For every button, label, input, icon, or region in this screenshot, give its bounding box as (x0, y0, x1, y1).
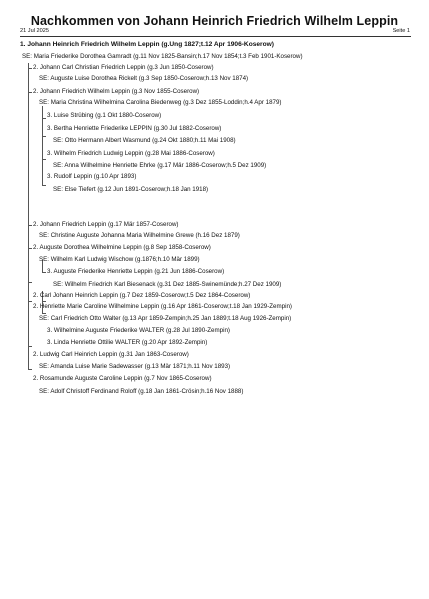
spouse-gen3: SE: Otto Hermann Albert Wasmund (g.24 Okt 1880;h.11 Mai 1908) (53, 137, 236, 144)
spouse-gen2: SE: Christine Auguste Johanna Maria Wilhelmine Grewe (h.16 Dez 1879) (39, 232, 240, 239)
tree-stub (28, 369, 32, 370)
header-divider (20, 36, 411, 37)
spouse-gen2: SE: Amanda Luise Marie Sadewasser (g.13 Mär 1871;h.11 Nov 1893) (39, 363, 231, 370)
spouse-gen3: SE: Else Tiefert (g.12 Jun 1891-Coserow;h.18 Jan 1918) (53, 186, 209, 193)
tree-stub (42, 313, 46, 314)
spouse-gen2: SE: Adolf Christoff Ferdinand Roloff (g.18 Jan 1861-Crösin;h.16 Nov 1888) (39, 388, 244, 395)
child-gen2: 2. Johann Carl Christian Friedrich Leppin (g.3 Jun 1850-Coserow) (33, 64, 214, 71)
spouse-gen3: SE: Anna Wilhelmine Henriette Ehrke (g.17 Mär 1886-Coserow;h.5 Dez 1909) (53, 162, 267, 169)
tree-stub (28, 282, 32, 283)
tree-stub (28, 92, 32, 93)
child-gen2: 2. Carl Johann Heinrich Leppin (g.7 Dez 1859-Coserow;t.5 Dez 1864-Coserow) (33, 292, 251, 299)
tree-stub (42, 159, 46, 160)
spouse-gen2: SE: Maria Christina Wilhelmina Carolina Biedenweg (g.3 Dez 1855-Loddin;h.4 Apr 1879) (39, 99, 282, 106)
spouse-gen2: SE: Auguste Luise Dorothea Rickelt (g.3 Sep 1850-Coserow;h.13 Nov 1874) (39, 75, 249, 82)
child-gen2: 2. Rosamunde Auguste Caroline Leppin (g.7 Nov 1865-Coserow) (33, 375, 212, 382)
tree-stub (42, 272, 46, 273)
child-gen3: 3. Bertha Henriette Friederike LEPPIN (g.30 Jul 1882-Coserow) (47, 125, 222, 132)
tree-stub (28, 225, 32, 226)
person-root: 1. Johann Heinrich Friedrich Wilhelm Leppin (g.Ung 1827;t.12 Apr 1906-Koserow) (20, 41, 274, 48)
tree-connector-level2 (28, 63, 29, 346)
child-gen2: 2. Johann Friedrich Leppin (g.17 Mär 1857-Coserow) (33, 221, 179, 228)
report-date: 21 Jul 2025 (20, 28, 49, 34)
child-gen3: 3. Wilhelm Friedrich Ludwig Leppin (g.28 Mai 1886-Coserow) (47, 150, 215, 157)
tree-stub (42, 118, 46, 119)
tree-stub (42, 185, 46, 186)
child-gen2: 2. Auguste Dorothea Wilhelmine Leppin (g.8 Sep 1858-Coserow) (33, 244, 211, 251)
spouse-gen3: SE: Wilhelm Friedrich Karl Biesenack (g.31 Dez 1885-Swinemünde;h.27 Dez 1909) (53, 281, 282, 288)
page-title: Nachkommen von Johann Heinrich Friedrich Wilhelm Leppin (30, 14, 399, 28)
spouse-root: SE: Maria Friederike Dorothea Gamradt (g.11 Nov 1825-Bansin;h.17 Nov 1854;t.3 Feb 1901-Koserow) (22, 53, 303, 60)
tree-connector-level2-tail (28, 346, 29, 369)
child-gen2: 2. Henriette Marie Caroline Wilhelmine Leppin (g.16 Apr 1861-Coserow;t.18 Jan 1929-Zempin) (33, 303, 292, 310)
tree-stub (28, 68, 32, 69)
child-gen3: 3. Auguste Friederike Henriette Leppin (g.21 Jun 1886-Coserow) (47, 268, 225, 275)
tree-stub (28, 248, 32, 249)
tree-stub (28, 301, 32, 302)
child-gen3: 3. Rudolf Leppin (g.10 Apr 1893) (47, 173, 137, 180)
spouse-gen2: SE: Carl Friedrich Otto Walter (g.13 Apr 1859-Zempin;h.25 Jan 1889;t.18 Aug 1926-Zempin) (39, 315, 292, 322)
child-gen3: 3. Wilhelmine Auguste Friederike WALTER (g.28 Jul 1890-Zempin) (47, 327, 230, 334)
tree-stub (42, 301, 46, 302)
tree-stub (42, 136, 46, 137)
spouse-gen2: SE: Wilhelm Karl Ludwig Wischow (g.1876;h.10 Mär 1899) (39, 256, 200, 263)
child-gen2: 2. Ludwig Carl Heinrich Leppin (g.31 Jan 1863-Coserow) (33, 351, 189, 358)
child-gen2: 2. Johann Friedrich Wilhelm Leppin (g.3 Nov 1855-Coserow) (33, 88, 200, 95)
child-gen3: 3. Linda Henriette Ottilie WALTER (g.20 Apr 1892-Zempin) (47, 339, 208, 346)
child-gen3: 3. Luise Strübing (g.1 Okt 1880-Coserow) (47, 112, 162, 119)
page-number: Seite 1 (392, 28, 410, 34)
